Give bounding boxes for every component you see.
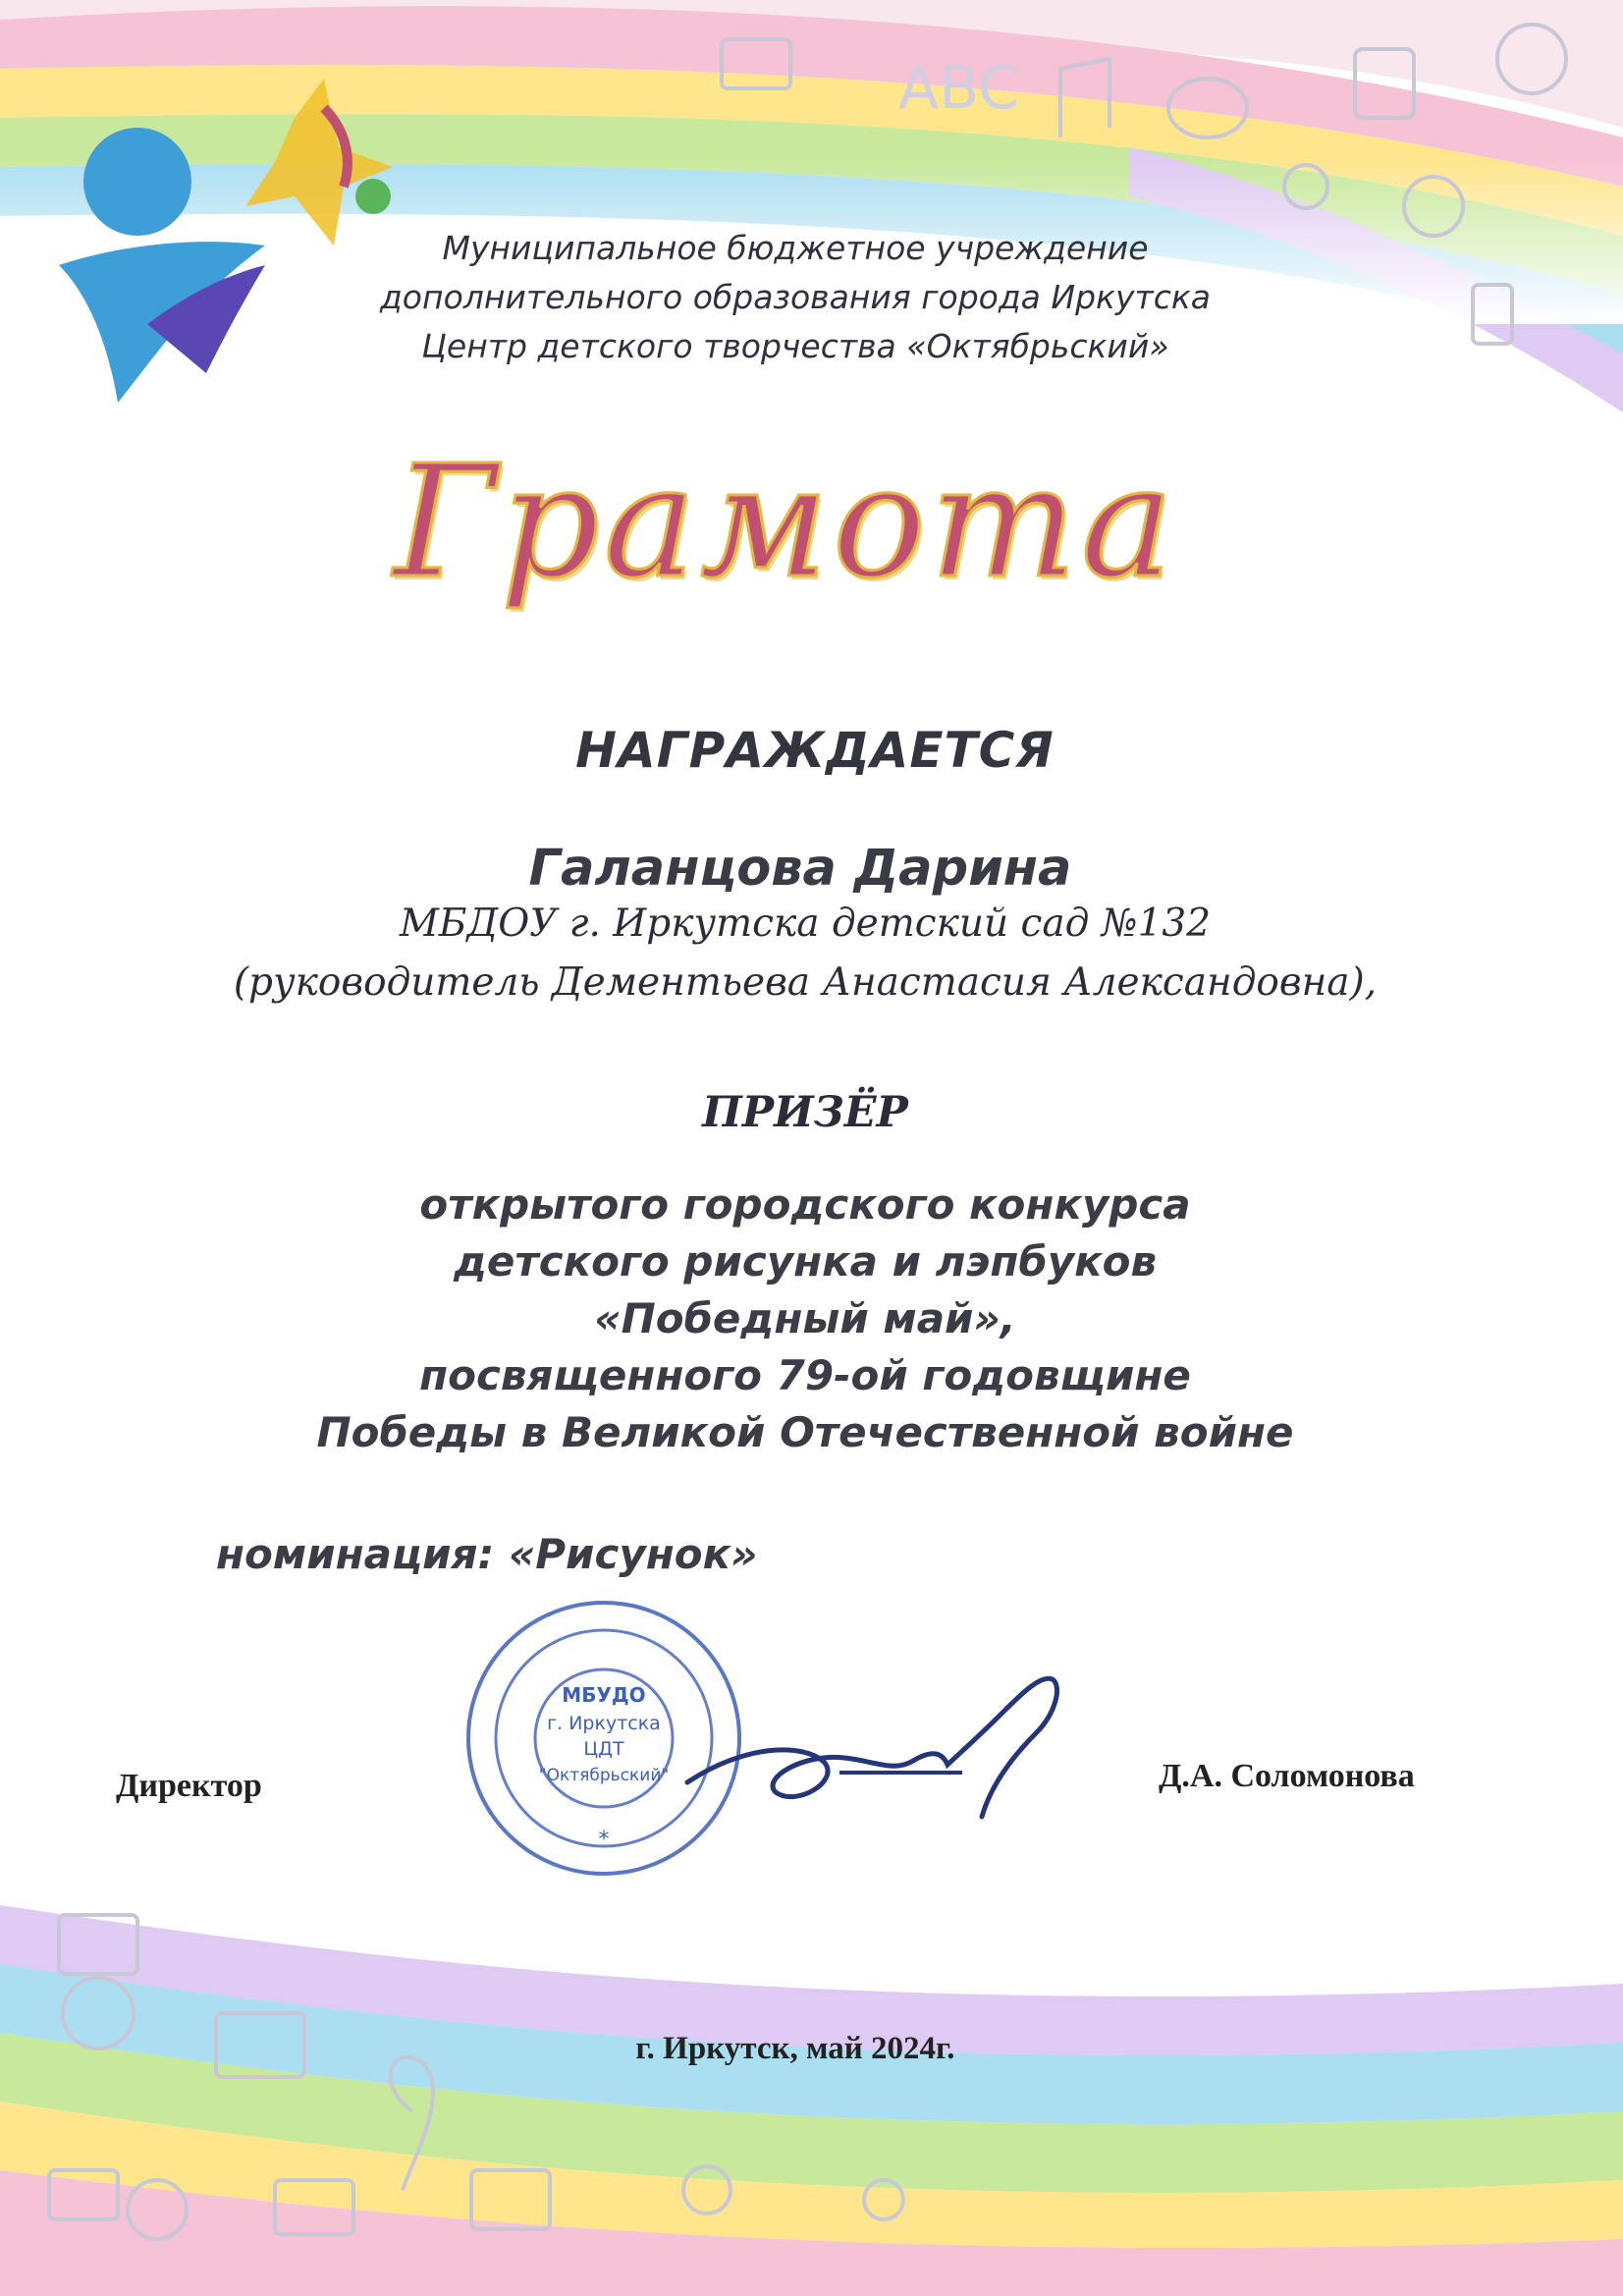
footer-place-date: г. Иркутск, май 2024г.: [635, 2031, 955, 2066]
institution-header: [324, 224, 1267, 371]
nomination: номинация: «Рисунок»: [216, 1530, 758, 1578]
stamp-line-3: ЦДТ: [583, 1738, 624, 1760]
contest-line-2: детского рисунка и лэпбуков: [453, 1237, 1158, 1285]
recipient-name: Галанцова Дарина: [528, 840, 1072, 898]
contest-line-3: «Победный май»,: [594, 1294, 1016, 1342]
stamp-line-4: "Октябрьский": [538, 1766, 670, 1785]
stamp-line-1: МБУДО: [562, 1683, 646, 1707]
certificate-title: Грамота: [393, 432, 1178, 613]
place-label: ПРИЗЁР: [702, 1088, 908, 1137]
institution-line-3: Центр детского творчества «Октябрьский»: [421, 327, 1169, 365]
contest-description: [216, 1176, 1394, 1461]
institution-line-2: дополнительного образования города Иркутска: [379, 278, 1212, 316]
contest-line-4: посвященного 79-ой годовщине: [419, 1351, 1191, 1399]
contest-line-1: открытого городского конкурса: [419, 1180, 1191, 1229]
director-name: Д.А. Соломонова: [1159, 1758, 1415, 1794]
recipient-institution: МБДОУ г. Иркутска детский сад №132: [399, 902, 1212, 946]
director-signature: [668, 1635, 1100, 1831]
stamp-line-2: г. Иркутска: [547, 1713, 661, 1734]
svg-text:*: *: [598, 1828, 610, 1852]
awarded-label: НАГРАЖДАЕТСЯ: [575, 722, 1055, 779]
contest-line-5: Победы в Великой Отечественной войне: [316, 1408, 1294, 1456]
director-position: Директор: [116, 1768, 262, 1804]
institution-line-1: Муниципальное бюджетное учреждение: [442, 229, 1149, 267]
abc-icon: ABC: [898, 54, 1020, 123]
recipient-supervisor: (руководитель Дементьева Анастасия Александовна),: [233, 960, 1378, 1005]
